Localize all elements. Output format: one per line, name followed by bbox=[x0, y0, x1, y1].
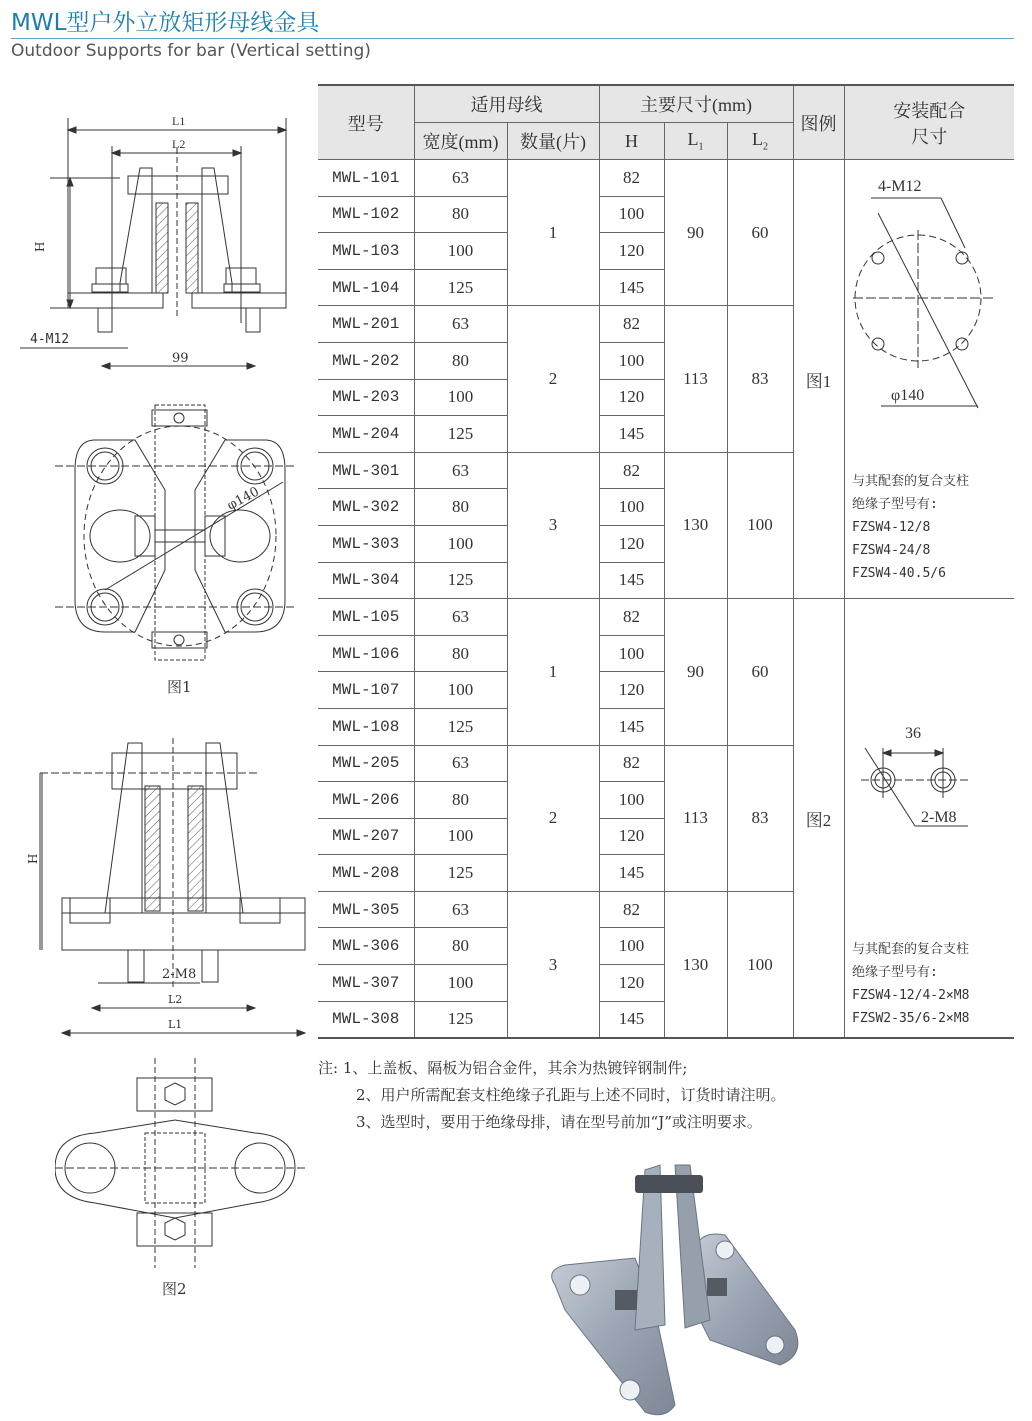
note-1: 注: 1、上盖板、隔板为铝合金件，其余为热镀锌钢制件; bbox=[318, 1059, 688, 1077]
cell-model: MWL-101 bbox=[318, 160, 414, 197]
mounting-diagram-fig2 bbox=[843, 718, 1018, 838]
cell-model: MWL-305 bbox=[318, 891, 414, 928]
cell-H: 82 bbox=[599, 160, 664, 197]
col-header-model: 型号 bbox=[318, 85, 414, 160]
cell-width: 63 bbox=[414, 160, 507, 197]
cell-model: MWL-105 bbox=[318, 599, 414, 636]
svg-text:φ140: φ140 bbox=[224, 484, 262, 514]
cell-model: MWL-308 bbox=[318, 1001, 414, 1038]
cell-H: 100 bbox=[599, 489, 664, 526]
insulator-models-fig2: 与其配套的复合支柱 绝缘子型号有: FZSW4-12/4-2×M8 FZSW2-35/6-2×M8 bbox=[852, 942, 970, 1026]
svg-text:L2: L2 bbox=[168, 993, 183, 1006]
cell-H: 82 bbox=[599, 306, 664, 343]
svg-text:H: H bbox=[33, 241, 47, 252]
cell-model: MWL-302 bbox=[318, 489, 414, 526]
fig1-caption: 图1 bbox=[167, 678, 192, 696]
cell-quantity: 2 bbox=[507, 745, 599, 891]
svg-text:L2: L2 bbox=[172, 137, 186, 151]
cell-L1: 90 bbox=[664, 160, 727, 306]
cell-model: MWL-206 bbox=[318, 782, 414, 819]
col-header-L1: $L_1$ bbox=[664, 123, 727, 160]
cell-width: 100 bbox=[414, 525, 507, 562]
cell-width: 100 bbox=[414, 379, 507, 416]
col-header-mounting: 安装配合 尺寸 bbox=[844, 85, 1014, 160]
page-subtitle: Outdoor Supports for bar (Vertical setting) bbox=[11, 41, 371, 61]
cell-H: 145 bbox=[599, 855, 664, 892]
cell-width: 80 bbox=[414, 782, 507, 819]
fig2-caption: 图2 bbox=[162, 1280, 187, 1298]
L1-label: L1 bbox=[172, 114, 186, 128]
insulator-models-fig1: 与其配套的复合支柱 绝缘子型号有: FZSW4-12/8 FZSW4-24/8 FZSW4-40.5/6 bbox=[852, 474, 970, 581]
cell-quantity: 2 bbox=[507, 306, 599, 452]
cell-H: 120 bbox=[599, 818, 664, 855]
cell-H: 100 bbox=[599, 928, 664, 965]
col-header-L2: $L_2$ bbox=[727, 123, 793, 160]
cell-H: 82 bbox=[599, 599, 664, 636]
cell-width: 125 bbox=[414, 1001, 507, 1038]
cell-width: 80 bbox=[414, 196, 507, 233]
cell-H: 120 bbox=[599, 525, 664, 562]
cell-model: MWL-307 bbox=[318, 965, 414, 1002]
cell-model: MWL-306 bbox=[318, 928, 414, 965]
cell-model: MWL-205 bbox=[318, 745, 414, 782]
cell-model: MWL-201 bbox=[318, 306, 414, 343]
fig2-top-view-drawing bbox=[55, 1058, 305, 1303]
table-row bbox=[318, 599, 1014, 636]
cell-width: 100 bbox=[414, 818, 507, 855]
cell-width: 63 bbox=[414, 452, 507, 489]
cell-H: 145 bbox=[599, 1001, 664, 1038]
svg-text:H: H bbox=[26, 853, 40, 864]
cell-model: MWL-202 bbox=[318, 342, 414, 379]
cell-H: 120 bbox=[599, 379, 664, 416]
mounting-diagram-fig1 bbox=[843, 168, 1018, 413]
cell-width: 80 bbox=[414, 635, 507, 672]
cell-L1: 130 bbox=[664, 452, 727, 598]
cell-width: 80 bbox=[414, 342, 507, 379]
cell-width: 125 bbox=[414, 855, 507, 892]
col-group-dimensions: 主要尺寸(mm) bbox=[599, 85, 793, 123]
cell-figure-ref: 图1 bbox=[793, 160, 844, 599]
cell-model: MWL-108 bbox=[318, 708, 414, 745]
cell-L1: 113 bbox=[664, 306, 727, 452]
note-3: 3、选型时，要用于绝缘母排，请在型号前加“J”或注明要求。 bbox=[356, 1113, 762, 1131]
cell-width: 63 bbox=[414, 306, 507, 343]
cell-width: 100 bbox=[414, 672, 507, 709]
cell-L2: 60 bbox=[727, 599, 793, 745]
cell-H: 82 bbox=[599, 452, 664, 489]
cell-L1: 130 bbox=[664, 891, 727, 1038]
cell-model: MWL-208 bbox=[318, 855, 414, 892]
fig1-top-view-drawing bbox=[55, 400, 295, 700]
col-header-width: 宽度(mm) bbox=[414, 123, 507, 160]
cell-model: MWL-106 bbox=[318, 635, 414, 672]
cell-width: 125 bbox=[414, 562, 507, 599]
cell-H: 100 bbox=[599, 342, 664, 379]
cell-H: 100 bbox=[599, 635, 664, 672]
cell-model: MWL-107 bbox=[318, 672, 414, 709]
cell-width: 100 bbox=[414, 965, 507, 1002]
cell-model: MWL-207 bbox=[318, 818, 414, 855]
cell-quantity: 3 bbox=[507, 452, 599, 598]
cell-H: 145 bbox=[599, 416, 664, 453]
cell-model: MWL-203 bbox=[318, 379, 414, 416]
bolt-spec-2m8: 2-M8 bbox=[921, 809, 957, 826]
col-header-H: H bbox=[599, 123, 664, 160]
col-header-figure: 图例 bbox=[793, 85, 844, 160]
bolt-spec-4m12: 4-M12 bbox=[878, 178, 922, 195]
cell-quantity: 1 bbox=[507, 160, 599, 306]
cell-width: 63 bbox=[414, 891, 507, 928]
cell-H: 145 bbox=[599, 708, 664, 745]
cell-H: 145 bbox=[599, 562, 664, 599]
cell-width: 80 bbox=[414, 928, 507, 965]
cell-width: 125 bbox=[414, 708, 507, 745]
cell-L1: 113 bbox=[664, 745, 727, 891]
notes-section bbox=[318, 1055, 786, 1136]
svg-text:4-M12: 4-M12 bbox=[30, 332, 70, 347]
cell-width: 100 bbox=[414, 233, 507, 270]
cell-model: MWL-104 bbox=[318, 269, 414, 306]
col-group-busbar: 适用母线 bbox=[414, 85, 599, 123]
product-photo bbox=[535, 1150, 825, 1420]
spacing-label: 36 bbox=[905, 725, 921, 742]
svg-text:L1: L1 bbox=[168, 1018, 183, 1031]
cell-width: 125 bbox=[414, 416, 507, 453]
cell-width: 63 bbox=[414, 599, 507, 636]
cell-L2: 83 bbox=[727, 306, 793, 452]
cell-model: MWL-103 bbox=[318, 233, 414, 270]
cell-model: MWL-204 bbox=[318, 416, 414, 453]
cell-model: MWL-102 bbox=[318, 196, 414, 233]
cell-L2: 100 bbox=[727, 891, 793, 1038]
cell-H: 82 bbox=[599, 745, 664, 782]
cell-figure-ref: 图2 bbox=[793, 599, 844, 1039]
cell-L2: 100 bbox=[727, 452, 793, 598]
cell-H: 120 bbox=[599, 233, 664, 270]
cell-H: 120 bbox=[599, 672, 664, 709]
note-2: 2、用户所需配套支柱绝缘子孔距与上述不同时，订货时请注明。 bbox=[356, 1086, 786, 1104]
cell-quantity: 1 bbox=[507, 599, 599, 745]
col-header-quantity: 数量(片) bbox=[507, 123, 599, 160]
cell-H: 100 bbox=[599, 196, 664, 233]
cell-H: 82 bbox=[599, 891, 664, 928]
fig1-side-view-drawing bbox=[20, 108, 310, 373]
cell-H: 120 bbox=[599, 965, 664, 1002]
cell-model: MWL-301 bbox=[318, 452, 414, 489]
cell-model: MWL-304 bbox=[318, 562, 414, 599]
cell-H: 145 bbox=[599, 269, 664, 306]
cell-width: 80 bbox=[414, 489, 507, 526]
fig2-side-view-drawing bbox=[20, 738, 310, 1048]
cell-H: 100 bbox=[599, 782, 664, 819]
title-divider bbox=[11, 38, 1014, 39]
cell-model: MWL-303 bbox=[318, 525, 414, 562]
cell-quantity: 3 bbox=[507, 891, 599, 1038]
cell-L2: 60 bbox=[727, 160, 793, 306]
svg-text:99: 99 bbox=[172, 351, 189, 366]
diameter-label: φ140 bbox=[891, 387, 925, 404]
cell-width: 125 bbox=[414, 269, 507, 306]
page-title: MWL型户外立放矩形母线金具 bbox=[11, 10, 320, 36]
cell-width: 63 bbox=[414, 745, 507, 782]
cell-L2: 83 bbox=[727, 745, 793, 891]
svg-text:2-M8: 2-M8 bbox=[162, 967, 197, 982]
cell-L1: 90 bbox=[664, 599, 727, 745]
